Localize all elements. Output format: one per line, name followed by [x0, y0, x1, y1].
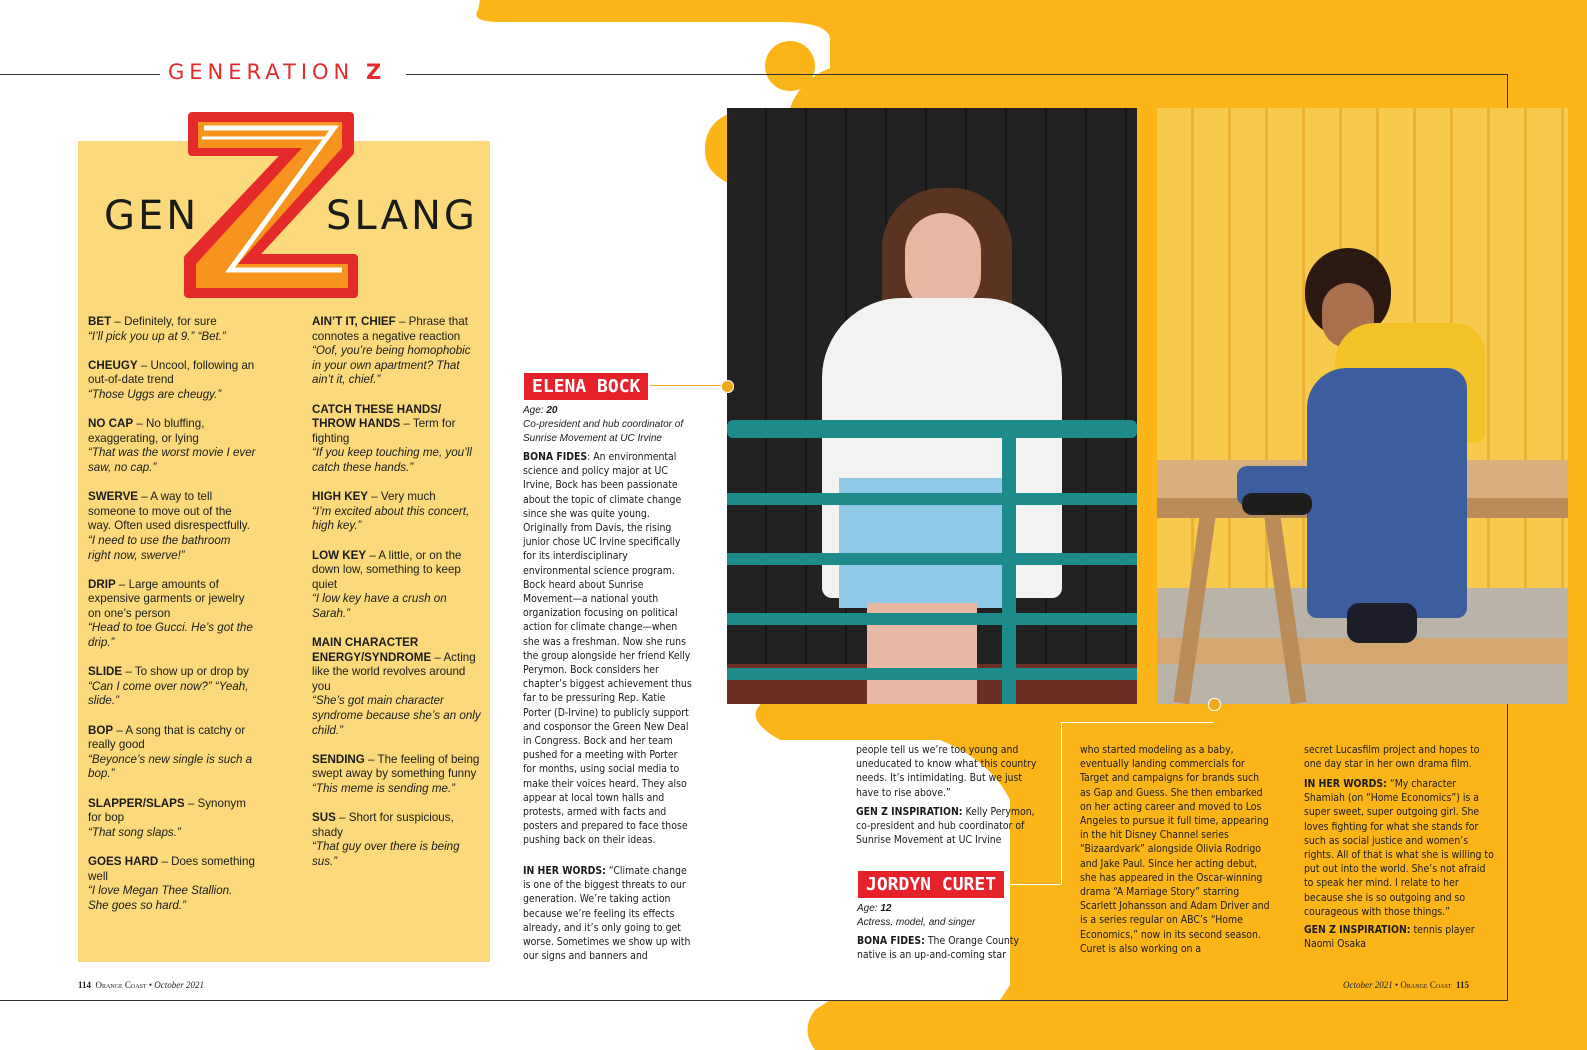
- slang-term: SLIDE: [88, 665, 123, 679]
- header-rule-right: [406, 74, 1508, 75]
- slang-entry: [312, 315, 482, 388]
- elena-inspiration: GEN Z INSPIRATION: Kelly Perymon, co-president and hub coordinator of Sunrise Movement at UC Irvine: [856, 806, 1035, 847]
- slang-definition: – Very much: [368, 490, 436, 504]
- slang-example: “That was the worst movie I ever saw, no cap.”: [88, 446, 256, 474]
- slang-entry: [312, 403, 482, 476]
- slang-entry: [88, 724, 256, 782]
- connector-line-jordyn-h: [1061, 722, 1213, 723]
- slang-entry: [88, 797, 256, 841]
- slang-term: SENDING: [312, 752, 365, 766]
- slang-definition: – A song that is catchy or really good: [88, 723, 246, 752]
- shoe: [1347, 603, 1417, 643]
- slang-definition: – Large amounts of expensive garments or jewelry on one’s person: [88, 577, 245, 620]
- section-title: GENERATION Z: [160, 60, 389, 84]
- slang-example: “Head to toe Gucci. He’s got the drip.”: [88, 621, 253, 650]
- slang-entry: [88, 315, 256, 344]
- slang-example: “I need to use the bathroom right now, swerve!”: [88, 533, 231, 562]
- elena-bona-fides: BONA FIDES: An environmental science and policy major at UC Irvine, Bock has been passionate about the topic of climate change since she was quite young. Originally from Davis, the rising junior chose UC Irvine specifically for its interdisciplinary environmental science program. Bock heard about Sunrise Movement—a national youth organization focusing on political action for climate change—when she was a freshman. Now she runs the group alongside her friend Kelly Perymon. Bock considers her chapter’s biggest achievement thus far to be pressuring Rep. Katie Porter (D-Irvine) to publicly support and cosponsor the Green New Deal in Congress. Bock and her team pushed for a meeting with Porter for months, using social media to make their voices heard. They also appear at local town halls and protests, armed with facts and posters and prepared to face those pushing back on their ideas.: [523, 451, 692, 847]
- elena-in-her-words-cont: people tell us we’re too young and uneducated to know what this country needs. It’s intimidating. But we just have to rise above.”: [856, 744, 1037, 799]
- slang-term: SWERVE: [88, 490, 139, 504]
- jordyn-in-her-words: IN HER WORDS: “My character Shamiah (on “Home Economics”) is a super sweet, super outgoing girl. She loves fighting for what she stands for such as social justice and women’s rights. All of that is what she is willing to put out into the world. She’s not afraid to speak her mind. I relate to her because she is so outgoing and so courageous with those things.”: [1304, 778, 1494, 918]
- slang-definition: – Short for suspicious, shady: [312, 811, 454, 839]
- elena-in-her-words: IN HER WORDS: “Climate change is one of the biggest threats to our generation. We’re taking action because we’re feeling its effects already, and it’s only going to get worse. Sometimes we show up with our signs and banners and: [523, 865, 691, 963]
- slang-example: “I’ll pick you up at 9.” “Bet.”: [88, 329, 226, 343]
- slang-term: BET: [88, 315, 112, 328]
- slang-term: LOW KEY: [312, 548, 367, 562]
- name-jordyn-curet: JORDYN CURET: [856, 869, 1006, 900]
- jordyn-meta: Age: 12 Actress, model, and singer: [857, 903, 976, 928]
- slang-term: DRIP: [88, 577, 116, 591]
- slang-entry: [88, 855, 256, 913]
- slang-example: “That guy over there is being sus.”: [312, 840, 460, 868]
- elena-meta: Age: 20 Co-president and hub coordinator of Sunrise Movement at UC Irvine: [523, 405, 684, 444]
- slang-definition: – To show up or drop by: [122, 665, 249, 679]
- jordyn-inspiration: GEN Z INSPIRATION: tennis player Naomi Osaka: [1304, 924, 1475, 951]
- slang-entry: [312, 636, 482, 738]
- photo-jordyn-curet: [1157, 108, 1568, 704]
- photo-elena-bock: [727, 108, 1137, 704]
- folio-right: October 2021 • Orange Coast 115: [1343, 980, 1470, 990]
- slang-entry: [88, 578, 256, 651]
- slang-definition: – Phrase that connotes a negative reaction: [312, 315, 468, 343]
- title-gen: GEN: [104, 193, 200, 239]
- header-rule-left: [0, 74, 160, 75]
- slang-example: “Those Uggs are cheugy.”: [88, 387, 222, 401]
- slang-definition: – No bluffing, exaggerating, or lying: [88, 417, 205, 445]
- connector-dot-jordyn: [1208, 698, 1221, 711]
- slang-example: “I low key have a crush on Sarah.”: [312, 592, 447, 620]
- slang-term: GOES HARD: [88, 854, 159, 868]
- slang-entry: [312, 549, 482, 622]
- railing: [727, 420, 1137, 438]
- slang-term: CATCH THESE HANDS/ THROW HANDS: [312, 402, 442, 431]
- slang-definition: – A way to tell someone to move out of the way. Often used disrespectfully.: [88, 490, 250, 533]
- slang-example: “That song slaps.”: [88, 825, 181, 839]
- slang-example: “Can I come over now?” “Yeah, slide.”: [88, 679, 249, 708]
- slang-term: NO CAP: [88, 417, 134, 431]
- slang-entry: [88, 359, 256, 403]
- slang-entry: [312, 753, 482, 797]
- slang-example: “She’s got main character syndrome because she’s an only child.”: [312, 694, 481, 737]
- slang-term: HIGH KEY: [312, 490, 369, 504]
- slang-entry: [88, 490, 256, 563]
- title-slang: SLANG: [326, 193, 478, 239]
- footer-rule: [0, 1000, 1508, 1001]
- jordyn-bona-fides: BONA FIDES: The Orange County native is an up-and-coming star: [857, 935, 1019, 962]
- slang-definition: – Does something well: [88, 854, 255, 883]
- slang-definition: – Acting like the world revolves around you: [312, 650, 476, 693]
- slang-term: SUS: [312, 811, 336, 825]
- slang-definition: – Uncool, following an out-of-date trend: [88, 358, 255, 387]
- slang-term: SLAPPER/SLAPS: [88, 796, 185, 810]
- slang-definition: – The feeling of being swept away by something funny: [312, 752, 480, 781]
- slang-example: “Beyonce’s new single is such a bop.”: [88, 752, 253, 781]
- connector-dot-elena: [721, 380, 734, 393]
- slang-definition: – Definitely, for sure: [111, 315, 217, 328]
- folio-left: 114 Orange Coast • October 2021: [78, 980, 205, 990]
- slang-term: CHEUGY: [88, 358, 138, 372]
- slang-example: “I love Megan Thee Stallion. She goes so hard.”: [88, 884, 233, 912]
- slang-example: “I’m excited about this concert, high key.”: [312, 504, 470, 533]
- slang-term: BOP: [88, 723, 114, 737]
- slang-definition: – Term for fighting: [312, 417, 456, 445]
- slang-entry: [88, 417, 256, 475]
- slang-entry: [312, 490, 482, 534]
- slang-column-left: [88, 315, 256, 928]
- slang-example: “This meme is sending me.”: [312, 782, 456, 795]
- slang-definition: – Synonym for bop: [88, 796, 246, 825]
- slang-term: MAIN CHARACTER ENERGY/SYNDROME: [312, 636, 432, 664]
- slang-term: AIN’T IT, CHIEF: [312, 315, 396, 328]
- shoe: [1242, 493, 1312, 515]
- slang-column-right: [312, 315, 482, 884]
- name-elena-bock: ELENA BOCK: [522, 371, 650, 402]
- slang-example: “If you keep touching me, you’ll catch these hands.”: [312, 446, 472, 474]
- slang-entry: [88, 665, 256, 709]
- slang-example: “Oof, you’re being homophobic in your own apartment? That ain’t it, chief.”: [312, 344, 471, 387]
- slang-entry: [312, 811, 482, 869]
- jordyn-bona-fides-cont: who started modeling as a baby, eventually landing commercials for Target and campaigns for brands such as Gap and Guess. She then embarked on her acting career and moved to Los Angeles to pursue it full time, appearing in the hit Disney Channel series “Bizaardvark” alongside Olivia Rodrigo and Jake Paul. Since her acting debut, she has appeared in the Oscar-winning drama “A Marriage Story” starring Scarlett Johansson and Adam Driver and is a series regular on ABC’s “Home Economics,” now in its second season. Curet is also working on a: [1080, 744, 1270, 955]
- jordyn-bona-fides-cont2: secret Lucasfilm project and hopes to one day star in her own drama film.: [1304, 744, 1480, 771]
- connector-line-jordyn-v: [1061, 722, 1062, 884]
- person-jeans: [1307, 368, 1467, 618]
- slang-definition: – A little, or on the down low, something to keep quiet: [312, 548, 462, 591]
